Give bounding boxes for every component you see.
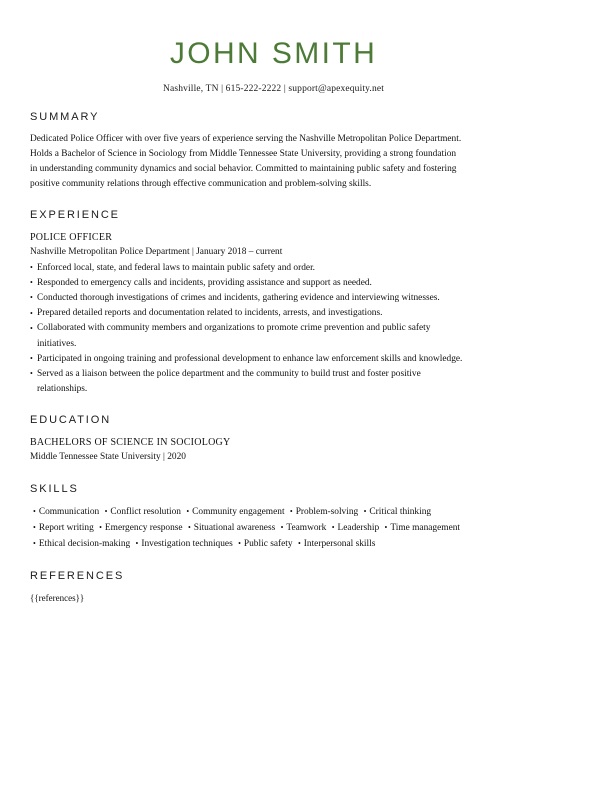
section-skills [30,483,463,553]
skill-item: Leadership [337,522,380,533]
candidate-name: JOHN SMITH [169,37,378,70]
skill-bullet-icon: • [33,522,36,532]
section-title-experience: EXPERIENCE [30,209,120,222]
job-bullet: • Participated in ongoing training and professional development to enhance law enforcement skills and knowledge. [30,352,463,367]
section-title-skills: SKILLS [30,482,79,495]
skill-bullet-icon: • [33,506,36,516]
skill-bullet-icon: • [99,522,102,532]
skill-bullet-icon: • [331,522,335,532]
skill-bullet-icon: • [280,522,284,532]
job-bullet: • Responded to emergency calls and incidents, providing assistance and support as needed. [30,276,463,291]
skill-bullet-icon: • [187,522,191,532]
skill-item: Situational awareness [193,522,276,533]
skill-item: Problem-solving [295,506,359,517]
skills-list [30,504,463,553]
job-bullet-list [30,261,463,398]
resume-header [0,0,547,94]
references-placeholder: {{references}} [30,592,85,603]
skill-item: Communication [38,506,100,517]
job-bullet: • Prepared detailed reports and documentation related to incidents, arrests, and investigations. [30,306,463,321]
skill-item: Emergency response [104,522,183,533]
skill-item: Report writing [38,522,94,533]
section-experience [30,209,463,397]
degree-title: BACHELORS OF SCIENCE IN SOCIOLOGY [30,437,231,449]
section-references [30,570,463,606]
skill-item: Investigation techniques [141,539,233,550]
section-title-references: REFERENCES [30,569,125,582]
skill-item: Conflict resolution [110,506,181,517]
skill-bullet-icon: • [363,506,367,516]
skill-item: Teamwork [286,522,327,533]
experience-entry [30,230,463,397]
skill-bullet-icon: • [238,539,241,549]
job-meta: Nashville Metropolitan Police Department | January 2018 – current [30,247,283,258]
skill-item: Critical thinking [369,506,432,517]
skill-bullet-icon: • [135,539,139,549]
skill-item: Ethical decision-making [38,539,131,550]
degree-meta: Middle Tennessee State University | 2020 [30,452,186,463]
skill-item: Public safety [243,539,293,550]
job-bullet: • Collaborated with community members and organizations to promote crime prevention and public safety initiatives. [30,321,463,351]
skill-item: Interpersonal skills [303,539,376,550]
resume-content [30,0,463,606]
skill-bullet-icon: • [186,506,190,516]
education-entry [30,435,463,465]
skill-bullet-icon: • [384,522,388,532]
skill-bullet-icon: • [297,539,301,549]
skill-bullet-icon: • [104,506,108,516]
contact-line: Nashville, TN | 615-222-2222 | support@apexequity.net [162,83,385,94]
skill-item: Time management [390,522,461,533]
job-bullet: • Conducted thorough investigations of crimes and incidents, gathering evidence and interviewing witnesses. [30,291,463,306]
section-education [30,414,463,465]
section-title-education: EDUCATION [30,414,112,427]
job-title: POLICE OFFICER [30,232,113,244]
section-title-summary: SUMMARY [30,110,100,123]
job-bullet: • Served as a liaison between the police department and the community to build trust and foster positive relationships. [30,367,463,397]
job-bullet: • Enforced local, state, and federal laws to maintain public safety and order. [30,261,463,276]
skill-bullet-icon: • [33,539,36,549]
skill-item: Community engagement [192,506,285,517]
summary-text: Dedicated Police Officer with over five years of experience serving the Nashville Metropolitan Police Department. Holds a Bachelor of Science in Sociology from Middle Tennessee State University, providing a strong foundation in understanding community dynamics and social behavior. Committed to maintaining public safety and fostering positive community relations through effective communication and problem-solving skills. [30,133,462,190]
section-summary [30,111,463,193]
skill-bullet-icon: • [289,506,293,516]
